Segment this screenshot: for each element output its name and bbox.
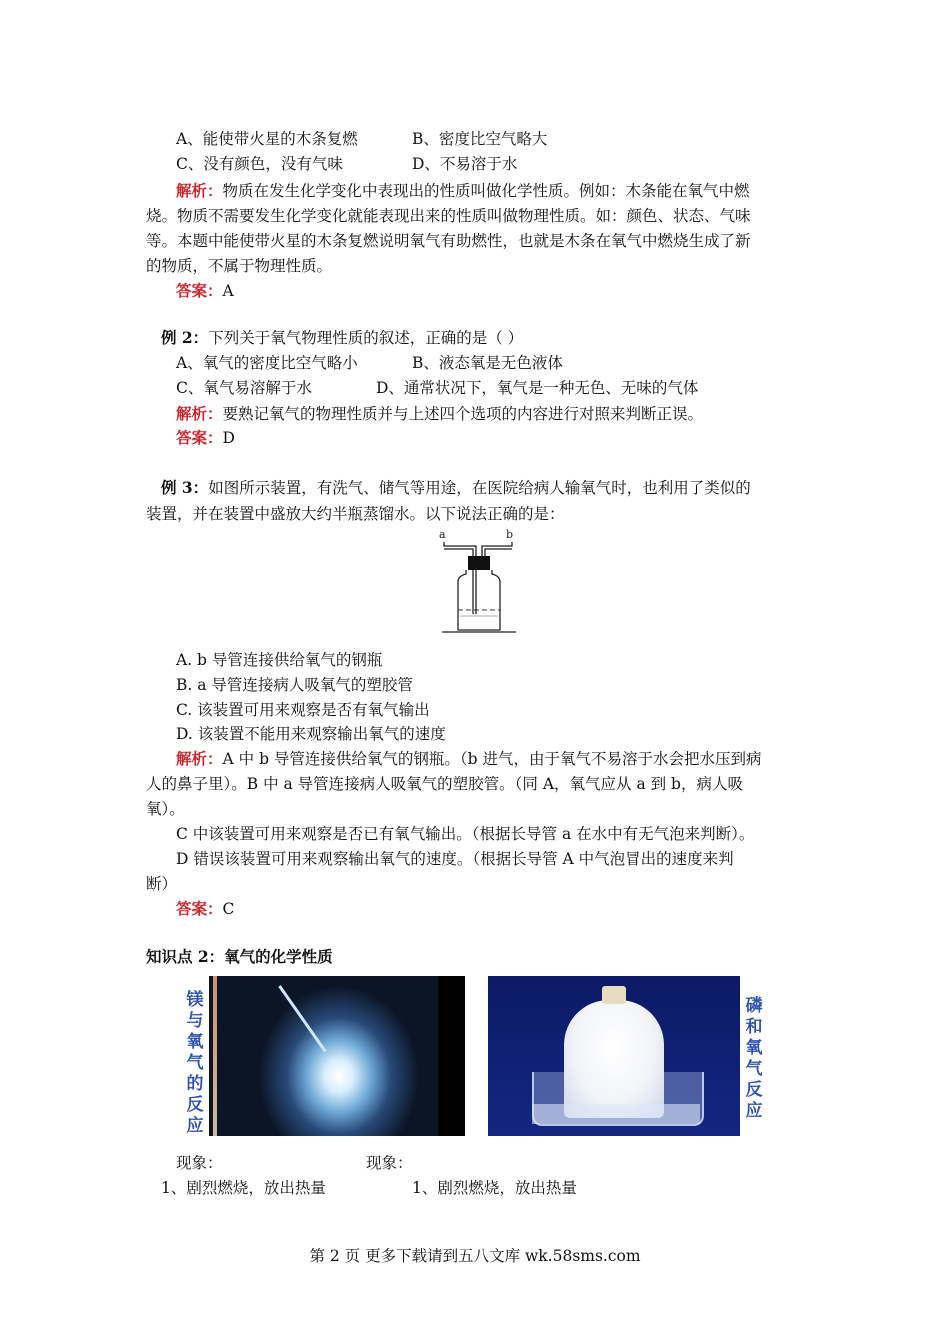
ex2-answer-label: 答案：	[176, 428, 223, 447]
ex2-answer-value: D	[222, 429, 235, 447]
ex2-label: 例 2：	[161, 328, 209, 347]
ex2-analysis: 解析：要熟记氧气的物理性质并与上述四个选项的内容进行对照来判断正误。	[176, 404, 704, 423]
section-title-kp2: 知识点 2：氧气的化学性质	[146, 947, 333, 966]
figure-label-b: b	[506, 528, 514, 541]
ex3-question-line2: 装置，并在装置中盛放大约半瓶蒸馏水。以下说法正确的是：	[146, 505, 565, 523]
ex2-option-c: C、氧气易溶解于水	[176, 379, 312, 397]
ex2-answer	[176, 427, 235, 449]
right-phenomenon-label: 现象：	[366, 1154, 413, 1172]
ex3-option-a: A. b 导管连接供给氧气的钢瓶	[176, 651, 383, 669]
ex1-answer-value: A	[222, 282, 234, 300]
left-phenomenon-label: 现象：	[176, 1154, 223, 1172]
ex3-analysis-line3: 氧）。	[146, 800, 185, 818]
ex1-option-b: B、密度比空气略大	[412, 130, 548, 148]
ex1-analysis-label: 解析：	[176, 181, 223, 200]
right-phenomenon-item1: 1、剧烈燃烧，放出热量	[412, 1179, 577, 1197]
ex1-options-row2	[176, 153, 517, 175]
left-phenomenon-item1: 1、剧烈燃烧，放出热量	[161, 1179, 326, 1197]
ex3-analysis-label: 解析：	[176, 749, 223, 768]
ex1-answer-label: 答案：	[176, 281, 223, 300]
ex1-analysis-line2: 烧。物质不需要发生化学变化就能表现出来的性质叫做物理性质。如：颜色、状态、气味	[146, 207, 751, 225]
ex1-option-c: C、没有颜色，没有气味	[176, 155, 343, 173]
phosphorus-reaction-photo	[488, 976, 740, 1136]
figure-label-a: a	[439, 528, 446, 541]
ex3-analysis-line6: 断）	[146, 875, 178, 893]
ex2-options-row1	[176, 352, 563, 374]
magnesium-reaction-photo	[183, 976, 465, 1136]
ex3-answer-value: C	[222, 900, 235, 918]
gas-washing-bottle-figure	[430, 526, 520, 636]
ex2-question: 例 2：下列关于氧气物理性质的叙述，正确的是（ ）	[161, 328, 524, 347]
ex3-option-c: C. 该装置可用来观察是否有氧气输出	[176, 701, 430, 719]
ex3-analysis-line4: C 中该装置可用来观察是否已有氧气输出。（根据长导管 a 在水中有无气泡来判断）。	[176, 825, 755, 843]
ex1-answer	[176, 280, 234, 302]
ex3-option-b: B. a 导管连接病人吸氧气的塑胶管	[176, 676, 413, 694]
ex3-analysis-line1: 解析：A 中 b 导管连接供给氧气的钢瓶。（b 进气，由于氧气不易溶于水会把水压到病	[176, 749, 762, 768]
ex3-label: 例 3：	[161, 478, 209, 497]
ex3-answer-label: 答案：	[176, 899, 223, 918]
ex2-option-d: D、通常状况下，氧气是一种无色、无味的气体	[376, 379, 699, 397]
ex3-analysis-line2: 人的鼻子里）。B 中 a 导管连接病人吸氧气的塑胶管。（同 A，氧气应从 a 到 b，病人吸	[146, 775, 743, 793]
magnesium-caption: 镁与氧气的反应	[186, 990, 204, 1136]
ex3-question-line1: 例 3：如图所示装置，有洗气、储气等用途，在医院给病人输氧气时，也利用了类似的	[161, 478, 751, 497]
ex1-option-a: A、能使带火星的木条复燃	[176, 130, 358, 148]
ex1-analysis-line4: 的物质，不属于物理性质。	[146, 257, 333, 275]
ex3-answer	[176, 898, 234, 920]
page-footer: 第 2 页 更多下载请到五八文库 wk.58sms.com	[309, 1247, 641, 1265]
ex1-options-row1	[176, 128, 547, 150]
ex1-option-d: D、不易溶于水	[412, 155, 518, 173]
ex1-analysis-line3: 等。本题中能使带火星的木条复燃说明氧气有助燃性，也就是木条在氧气中燃烧生成了新	[146, 232, 751, 250]
ex2-option-b: B、液态氧是无色液体	[412, 354, 563, 372]
ex1-analysis-line1: 解析：物质在发生化学变化中表现出的性质叫做化学性质。例如：木条能在氧气中燃	[176, 181, 750, 200]
phosphorus-caption: 磷和氧气反应	[745, 996, 763, 1121]
ex2-analysis-label: 解析：	[176, 404, 223, 423]
ex2-options-row2	[176, 377, 698, 399]
ex2-option-a: A、氧气的密度比空气略小	[176, 354, 358, 372]
ex3-analysis-line5: D 错误该装置可用来观察输出氧气的速度。（根据长导管 A 中气泡冒出的速度来判	[176, 850, 734, 868]
ex3-option-d: D. 该装置不能用来观察输出氧气的速度	[176, 725, 446, 743]
